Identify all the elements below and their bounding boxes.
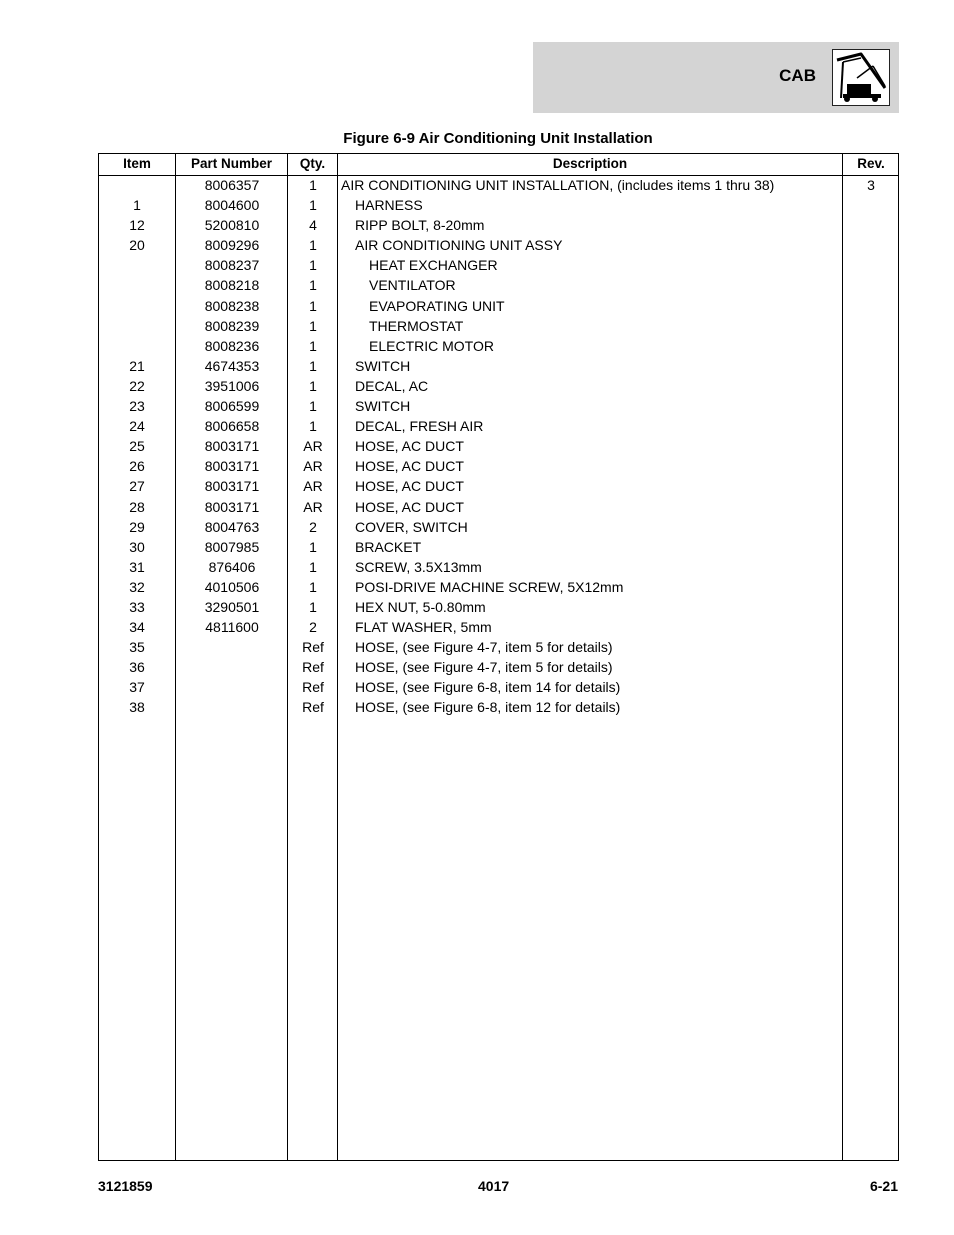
description-cell: HARNESS <box>355 197 423 214</box>
item-cell: 31 <box>129 558 145 575</box>
table-row <box>99 215 898 235</box>
part-number-cell: 8006658 <box>204 418 260 435</box>
description-cell: POSI-DRIVE MACHINE SCREW, 5X12mm <box>355 578 624 595</box>
description-cell: HOSE, AC DUCT <box>355 458 464 475</box>
qty-cell: 1 <box>309 538 317 555</box>
item-cell: 30 <box>129 538 145 555</box>
column-header-qty: Qty. <box>299 156 326 171</box>
qty-cell: 1 <box>309 418 317 435</box>
description-cell: HEAT EXCHANGER <box>369 257 498 274</box>
item-cell: 29 <box>129 518 145 535</box>
description-cell: HOSE, (see Figure 6-8, item 12 for details) <box>355 699 621 716</box>
item-cell: 25 <box>129 438 145 455</box>
qty-cell: 1 <box>309 297 317 314</box>
description-cell: SWITCH <box>355 357 411 374</box>
description-cell: DECAL, FRESH AIR <box>355 418 484 435</box>
table-row <box>99 617 898 637</box>
footer-publication-number: 3121859 <box>98 1178 153 1194</box>
item-cell: 28 <box>129 498 145 515</box>
part-number-cell: 8006599 <box>204 398 260 415</box>
part-number-cell: 8006357 <box>204 177 260 193</box>
description-cell: EVAPORATING UNIT <box>369 297 505 314</box>
part-number-cell: 8003171 <box>204 478 260 495</box>
part-number-cell: 8004763 <box>204 518 260 535</box>
description-cell: RIPP BOLT, 8-20mm <box>355 217 485 234</box>
section-title: CAB <box>779 66 816 85</box>
item-cell: 12 <box>129 217 145 234</box>
part-number-cell: 876406 <box>208 558 256 575</box>
description-cell: SWITCH <box>355 398 411 415</box>
part-number-cell: 8003171 <box>204 498 260 515</box>
table-row <box>99 517 898 537</box>
item-cell: 35 <box>129 639 145 656</box>
table-row <box>99 195 898 215</box>
footer-model: 4017 <box>478 1178 510 1194</box>
table-row <box>99 677 898 697</box>
column-header-description: Description <box>552 156 628 171</box>
description-cell: BRACKET <box>355 538 422 555</box>
qty-cell: 1 <box>309 317 317 334</box>
part-number-cell: 4674353 <box>204 357 260 374</box>
description-cell: HOSE, (see Figure 6-8, item 14 for details) <box>355 679 621 696</box>
table-row <box>99 396 898 416</box>
description-cell: SCREW, 3.5X13mm <box>355 558 482 575</box>
table-row <box>99 476 898 496</box>
description-cell: HOSE, AC DUCT <box>355 498 464 515</box>
qty-cell: AR <box>303 478 323 495</box>
qty-cell: 1 <box>309 578 317 595</box>
qty-cell: 1 <box>309 357 317 374</box>
qty-cell: Ref <box>302 659 324 676</box>
part-number-cell: 3951006 <box>204 377 260 394</box>
qty-cell: 1 <box>309 598 317 615</box>
qty-cell: 2 <box>309 619 317 636</box>
table-row <box>99 255 898 275</box>
description-cell: DECAL, AC <box>355 377 429 394</box>
table-row <box>99 637 898 657</box>
table-row <box>99 296 898 316</box>
table-body <box>99 175 898 718</box>
table-row <box>99 316 898 336</box>
part-number-cell: 5200810 <box>204 217 260 234</box>
part-number-cell: 8003171 <box>204 438 260 455</box>
part-number-cell: 8004600 <box>204 197 260 214</box>
qty-cell: 1 <box>309 398 317 415</box>
description-cell: FLAT WASHER, 5mm <box>355 619 492 636</box>
table-row <box>99 336 898 356</box>
column-header-item: Item <box>123 156 151 171</box>
item-cell: 27 <box>129 478 145 495</box>
item-cell: 34 <box>129 619 145 636</box>
qty-cell: 1 <box>309 337 317 354</box>
table-row <box>99 175 898 195</box>
item-cell: 33 <box>129 598 145 615</box>
qty-cell: 1 <box>309 237 317 254</box>
part-number-cell: 4811600 <box>205 619 259 636</box>
table-row <box>99 597 898 617</box>
item-cell: 38 <box>129 699 145 716</box>
qty-cell: 1 <box>309 558 317 575</box>
part-number-cell: 8009296 <box>204 237 260 254</box>
table-row <box>99 557 898 577</box>
description-cell: COVER, SWITCH <box>355 518 468 535</box>
telehandler-cab-icon <box>832 49 890 106</box>
part-number-cell: 8008236 <box>204 337 260 354</box>
footer-page-number: 6-21 <box>869 1178 898 1194</box>
table-row <box>99 497 898 517</box>
part-number-cell: 8008237 <box>204 257 260 274</box>
item-cell: 36 <box>129 659 145 676</box>
qty-cell: 1 <box>309 197 317 214</box>
qty-cell: AR <box>303 438 323 455</box>
qty-cell: AR <box>303 498 323 515</box>
table-row <box>99 275 898 295</box>
table-row <box>99 537 898 557</box>
part-number-cell: 8003171 <box>204 458 260 475</box>
table-row <box>99 697 898 717</box>
qty-cell: Ref <box>302 699 324 716</box>
column-header-rev: Rev. <box>857 156 885 171</box>
qty-cell: 1 <box>309 377 317 394</box>
qty-cell: 1 <box>309 277 317 294</box>
table-row <box>99 416 898 436</box>
description-cell: HEX NUT, 5-0.80mm <box>355 598 486 615</box>
item-cell: 26 <box>129 458 145 475</box>
qty-cell: 1 <box>309 257 317 274</box>
table-row <box>99 235 898 255</box>
part-number-cell: 8008239 <box>204 317 260 334</box>
section-header-tab <box>533 42 899 113</box>
part-number-cell: 3290501 <box>204 598 260 615</box>
table-row <box>99 657 898 677</box>
item-cell: 24 <box>129 418 145 435</box>
qty-cell: 4 <box>309 217 317 234</box>
table-row <box>99 577 898 597</box>
description-cell: AIR CONDITIONING UNIT INSTALLATION, (includes items 1 thru 38) <box>341 177 775 193</box>
item-cell: 23 <box>129 398 145 415</box>
description-cell: VENTILATOR <box>369 277 456 294</box>
description-cell: AIR CONDITIONING UNIT ASSY <box>355 237 563 254</box>
item-cell: 37 <box>129 679 145 696</box>
qty-cell: Ref <box>302 639 324 656</box>
part-number-cell: 8008218 <box>204 277 260 294</box>
column-header-part-number: Part Number <box>190 156 273 171</box>
qty-cell: 2 <box>309 518 317 535</box>
part-number-cell: 8007985 <box>204 538 260 555</box>
description-cell: HOSE, (see Figure 4-7, item 5 for details) <box>355 639 613 656</box>
item-cell: 1 <box>133 197 141 214</box>
item-cell: 22 <box>129 377 145 394</box>
table-row <box>99 356 898 376</box>
description-cell: HOSE, (see Figure 4-7, item 5 for details) <box>355 659 613 676</box>
description-cell: THERMOSTAT <box>369 317 464 334</box>
description-cell: HOSE, AC DUCT <box>355 478 464 495</box>
qty-cell: 1 <box>309 177 317 193</box>
part-number-cell: 4010506 <box>204 578 260 595</box>
table-row <box>99 456 898 476</box>
figure-title: Figure 6-9 Air Conditioning Unit Installation <box>343 130 653 147</box>
qty-cell: AR <box>303 458 323 475</box>
description-cell: HOSE, AC DUCT <box>355 438 464 455</box>
part-number-cell: 8008238 <box>204 297 260 314</box>
item-cell: 20 <box>129 237 145 254</box>
table-row <box>99 436 898 456</box>
item-cell: 32 <box>129 578 145 595</box>
qty-cell: Ref <box>302 679 324 696</box>
description-cell: ELECTRIC MOTOR <box>369 337 494 354</box>
rev-cell: 3 <box>867 177 875 193</box>
parts-table <box>98 153 899 1161</box>
table-row <box>99 376 898 396</box>
item-cell: 21 <box>129 357 145 374</box>
